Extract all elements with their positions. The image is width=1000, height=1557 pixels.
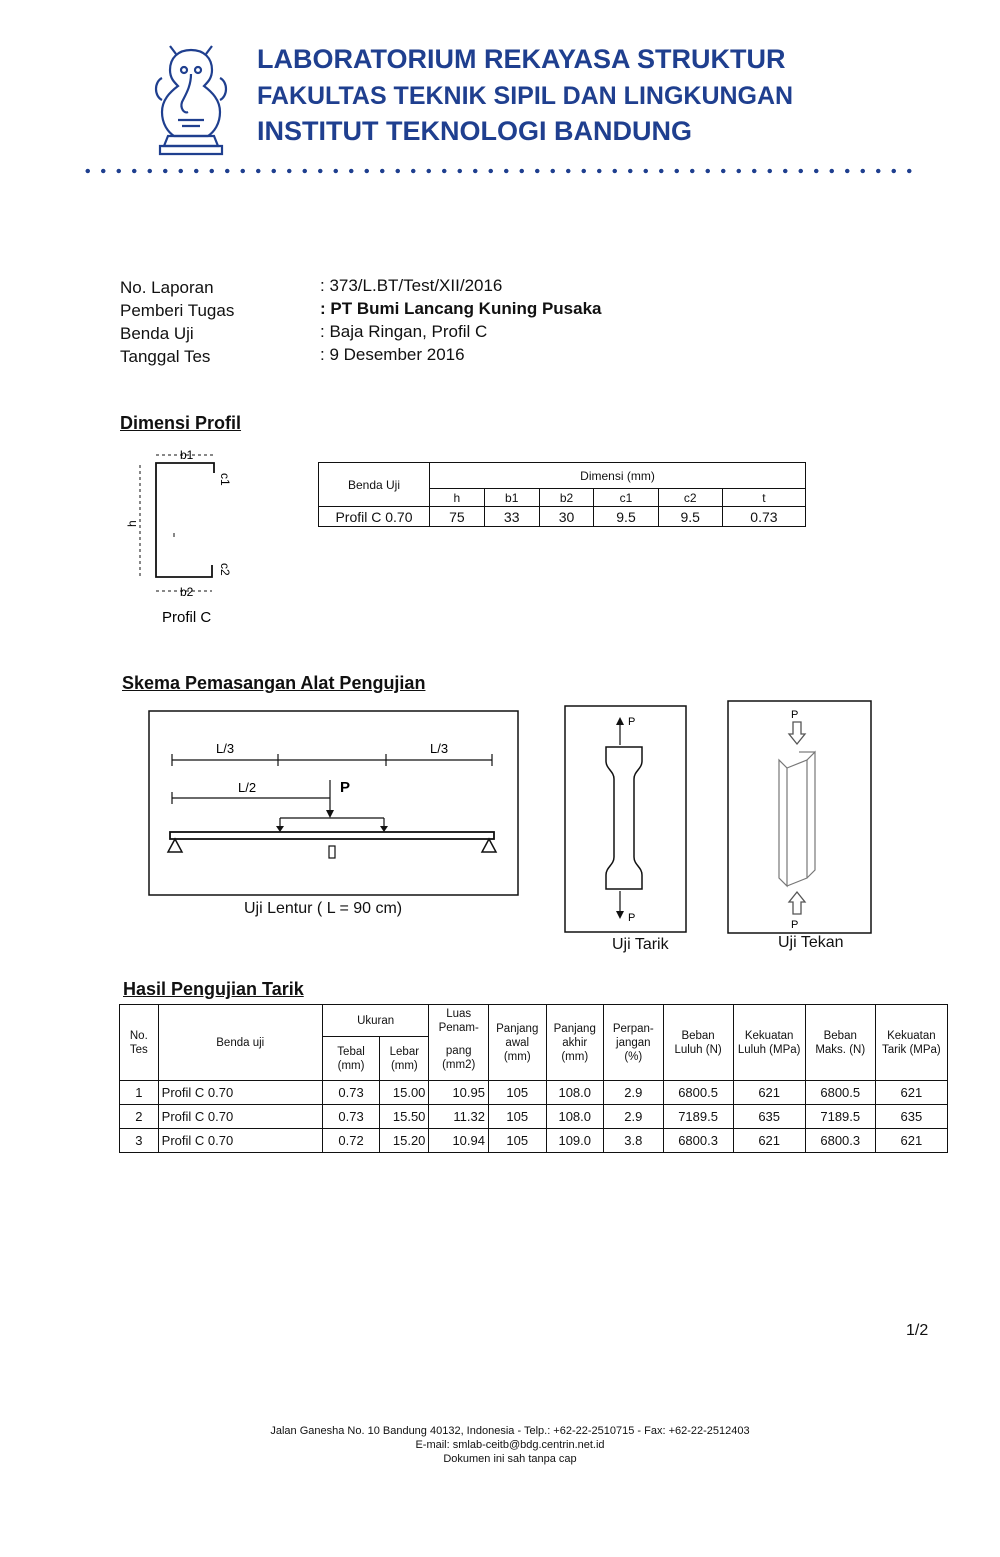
row-kekuatan-luluh: 635 [733,1105,805,1129]
row-lebar: 15.50 [380,1105,429,1129]
bending-caption: Uji Lentur ( L = 90 cm) [244,900,403,917]
profile-caption: Profil C [162,609,212,626]
row-luas: 10.95 [429,1081,489,1105]
tekan-p-top: P [791,709,799,721]
section-title-skema: Skema Pemasangan Alat Pengujian [122,673,426,693]
footer-email: E-mail: smlab-ceitb@bdg.centrin.net.id [415,1439,605,1451]
row-beban-maks: 6800.5 [805,1081,875,1105]
col-benda-uji: Benda uji [158,1005,322,1081]
row-benda: Profil C 0.70 [158,1081,322,1105]
row-beban-luluh: 7189.5 [663,1105,733,1129]
row-akhir: 109.0 [546,1129,604,1153]
compression-caption: Uji Tekan [778,934,844,951]
dim-value-b1: 33 [484,507,539,527]
row-tebal: 0.72 [322,1129,380,1153]
bending-test-diagram [148,710,520,898]
dim-value-c1: 9.5 [594,507,658,527]
ganesha-logo-icon [148,42,234,160]
table-row [120,1105,948,1129]
row-kekuatan-luluh: 621 [733,1081,805,1105]
col-kekuatan-luluh: Kekuatan Luluh (MPa) [733,1005,805,1081]
col-beban-maks: Beban Maks. (N) [805,1005,875,1081]
report-values [320,274,601,366]
col-ukuran: Ukuran [322,1005,429,1037]
lentur-l3-right: L/3 [430,741,449,756]
dim-value-c2: 9.5 [658,507,722,527]
row-awal: 105 [489,1081,547,1105]
tensile-test-diagram [564,705,688,935]
row-kekuatan-tarik: 635 [875,1105,947,1129]
col-panjang-awal: Panjang awal (mm) [489,1005,547,1081]
dim-col-t: t [722,489,805,507]
row-akhir: 108.0 [546,1105,604,1129]
row-lebar: 15.00 [380,1081,429,1105]
row-awal: 105 [489,1129,547,1153]
dim-c2-label: c2 [218,563,232,576]
dim-row-name: Profil C 0.70 [319,507,430,527]
row-beban-maks: 7189.5 [805,1105,875,1129]
col-panjang-akhir: Panjang akhir (mm) [546,1005,604,1081]
row-perpanjangan: 3.8 [604,1129,664,1153]
tensile-results-table [119,1004,948,1153]
tarik-p-top: P [628,716,636,728]
row-benda: Profil C 0.70 [158,1105,322,1129]
tensile-caption: Uji Tarik [612,936,669,953]
row-no: 2 [120,1105,159,1129]
row-tebal: 0.73 [322,1105,380,1129]
dim-b2-label: b2 [180,585,194,599]
report-label: Pemberi Tugas [120,301,235,320]
page-number: 1/2 [906,1322,929,1339]
footer-note: Dokumen ini sah tanpa cap [443,1453,577,1465]
report-label: Tanggal Tes [120,347,211,366]
lentur-load-p: P [340,779,351,796]
col-tebal: Tebal (mm) [322,1037,380,1081]
report-specimen: : Baja Ringan, Profil C [320,322,488,341]
report-label: No. Laporan [120,278,214,297]
row-lebar: 15.20 [380,1129,429,1153]
row-akhir: 108.0 [546,1081,604,1105]
institute-title: INSTITUT TEKNOLOGI BANDUNG [257,116,692,146]
dim-col-b2: b2 [539,489,594,507]
lentur-l2: L/2 [238,780,257,795]
dim-col-c1: c1 [594,489,658,507]
row-benda: Profil C 0.70 [158,1129,322,1153]
table-row [120,1081,948,1105]
row-awal: 105 [489,1105,547,1129]
report-date: : 9 Desember 2016 [320,345,465,364]
row-luas: 10.94 [429,1129,489,1153]
col-beban-luluh: Beban Luluh (N) [663,1005,733,1081]
row-beban-luluh: 6800.3 [663,1129,733,1153]
dim-value-b2: 30 [539,507,594,527]
row-no: 1 [120,1081,159,1105]
dim-col-b1: b1 [484,489,539,507]
col-lebar: Lebar (mm) [380,1037,429,1081]
dim-col-c2: c2 [658,489,722,507]
row-no: 3 [120,1129,159,1153]
footer [200,1424,820,1466]
dim-value-t: 0.73 [722,507,805,527]
lab-title: LABORATORIUM REKAYASA STRUKTUR [257,44,786,74]
section-title-dimensi: Dimensi Profil [120,413,242,433]
dimension-table [318,462,806,527]
row-kekuatan-tarik: 621 [875,1081,947,1105]
faculty-title: FAKULTAS TEKNIK SIPIL DAN LINGKUNGAN [257,82,794,110]
col-luas: Luas Penam- [429,1005,489,1037]
tekan-p-bottom: P [791,919,799,931]
table-row [120,1129,948,1153]
report-labels [120,276,234,368]
dim-c1-label: c1 [218,473,232,486]
dim-group-header: Dimensi (mm) [430,463,806,489]
row-kekuatan-luluh: 621 [733,1129,805,1153]
row-luas: 11.32 [429,1105,489,1129]
col-kekuatan-tarik: Kekuatan Tarik (MPa) [875,1005,947,1081]
row-tebal: 0.73 [322,1081,380,1105]
header-divider [80,168,920,174]
report-label: Benda Uji [120,324,194,343]
col-luas-sub: pang (mm2) [429,1037,489,1081]
col-no-tes: No. Tes [120,1005,159,1081]
row-perpanjangan: 2.9 [604,1105,664,1129]
dim-col-h: h [430,489,485,507]
dim-b1-label: b1 [180,448,194,462]
tarik-p-bottom: P [628,912,636,924]
footer-address: Jalan Ganesha No. 10 Bandung 40132, Indonesia - Telp.: +62-22-2510715 - Fax: +62-22-2512403 [270,1425,750,1437]
table-row [319,507,806,527]
report-client: : PT Bumi Lancang Kuning Pusaka [320,299,602,318]
report-number: : 373/L.BT/Test/XII/2016 [320,276,503,295]
dim-h-label: h [125,520,139,527]
row-beban-luluh: 6800.5 [663,1081,733,1105]
section-title-hasil: Hasil Pengujian Tarik [123,979,304,999]
lentur-l3-left: L/3 [216,741,235,756]
dim-col-benda: Benda Uji [319,463,430,507]
compression-test-diagram [727,700,873,936]
col-perpanjangan: Perpan- jangan (%) [604,1005,664,1081]
row-perpanjangan: 2.9 [604,1081,664,1105]
profile-c-sketch [122,445,252,630]
row-beban-maks: 6800.3 [805,1129,875,1153]
dim-value-h: 75 [430,507,485,527]
row-kekuatan-tarik: 621 [875,1129,947,1153]
